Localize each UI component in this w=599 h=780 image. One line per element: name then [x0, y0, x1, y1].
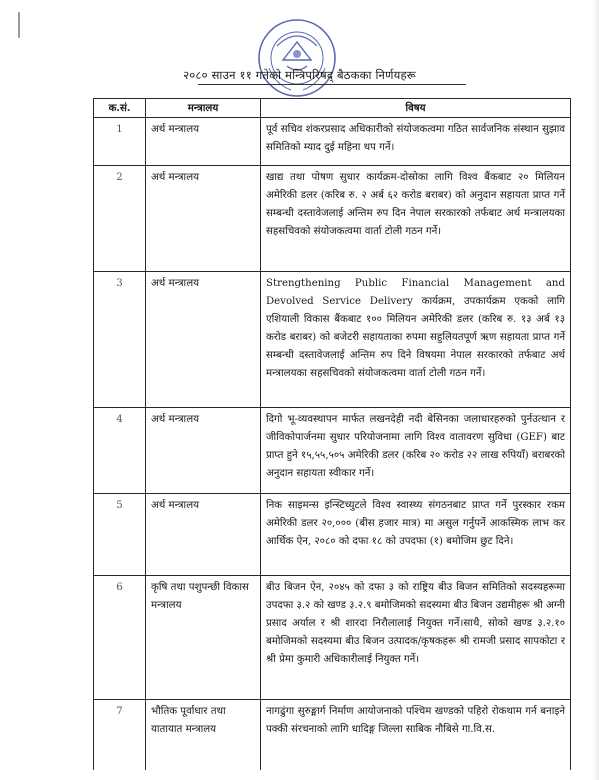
table-row [94, 408, 571, 494]
scan-edge-shadow [593, 0, 599, 780]
header-ministry: मन्त्रालय [146, 99, 261, 118]
row-ministry: अर्थ मन्त्रालय [146, 408, 261, 494]
title-underline [198, 84, 466, 85]
row-subject: निक साइमन्स इन्स्टिच्युटले विश्व स्वास्थ्य संगठनबाट प्राप्त गर्ने पुरस्कार रकम अमेरिकी डलर २०,००० (बीस हजार मात्र) मा असुल गर्नुपर्ने आकस्मिक लाभ कर आर्थिक ऐन, २०८० को दफा १८ को उपदफा (१) बमोजिम छुट दिने। [261, 494, 571, 576]
decisions-table [93, 98, 571, 770]
row-subject: पूर्व सचिव शंकरप्रसाद अधिकारीको संयोजकत्वमा गठित सार्वजनिक संस्थान सुझाव समितिको म्याद दुई महिना थप गर्ने। [261, 118, 571, 166]
row-ministry: अर्थ मन्त्रालय [146, 272, 261, 408]
table-header-row [94, 99, 571, 118]
table-row [94, 494, 571, 576]
table-row [94, 166, 571, 272]
row-ministry: अर्थ मन्त्रालय [146, 494, 261, 576]
row-subject: खाद्य तथा पोषण सुधार कार्यक्रम-दोस्रोका लागि विश्व बैंकबाट २० मिलियन अमेरिकी डलर (करिब रु. २ अर्ब ६२ करोड बराबर) को अनुदान सहायता प्राप्त गर्ने सम्बन्धी दस्तावेजलाई अन्तिम रुप दिन नेपाल सरकारको तर्फबाट अर्थ मन्त्रालयका सहसचिवको संयोजकत्वमा वार्ता टोली गठन गर्ने। [261, 166, 571, 272]
margin-mark [18, 12, 20, 38]
table-row [94, 576, 571, 700]
document-title: २०८० साउन ११ गतेको मन्त्रिपरिषद् बैठकका निर्णयहरू [183, 68, 416, 82]
row-serial-number: 2 [94, 166, 146, 272]
row-subject: Strengthening Public Financial Management and Devolved Service Delivery कार्यक्रम, उपकार्यक्रम एकको लागि एशियाली विकास बैंकबाट १०० मिलियन अमेरिकी डलर (करिब रु. १३ अर्ब १३ करोड बराबर) को बजेटरी सहायताका रुपमा सहुलियतपूर्ण ऋण सहायता प्राप्त गर्ने सम्बन्धी दस्तावेजलाई अन्तिम रुप दिने विषयमा नेपाल सरकारको तर्फबाट अर्थ मन्त्रालयका सहसचिवको संयोजकत्वमा वार्ता टोली गठन गर्ने। [261, 272, 571, 408]
row-ministry: अर्थ मन्त्रालय [146, 118, 261, 166]
row-serial-number: 4 [94, 408, 146, 494]
row-serial-number: 3 [94, 272, 146, 408]
government-seal-icon [255, 16, 339, 100]
row-ministry: अर्थ मन्त्रालय [146, 166, 261, 272]
row-serial-number: 7 [94, 700, 146, 770]
header-subject: विषय [261, 99, 571, 118]
table-row [94, 272, 571, 408]
row-subject: दिगो भू-व्यवस्थापन मार्फत लखनदेही नदी बेसिनका जलाधारहरुको पुर्नउत्थान र जीविकोपार्जनमा सुधार परियोजनामा लागि विश्व वातावरण सुविधा (GEF) बाट प्राप्त हुने १५,५५,५०५ अमेरिकी डलर (करिब २० करोड २२ लाख रुपियाँ) बराबरको अनुदान सहायता स्वीकार गर्ने। [261, 408, 571, 494]
row-subject: बीउ बिजन ऐन, २०४५ को दफा ३ को राष्ट्रिय बीउ बिजन समितिको सदस्यहरूमा उपदफा ३.२ को खण्ड ३.२.९ बमोजिमको सदस्यमा बीउ बिजन उद्यमीहरू श्री अग्नी प्रसाद अर्याल र श्री शारदा निरौलालाई नियुक्त गर्ने।साथै, सोको खण्ड ३.२.१० बमोजिमको सदस्यमा बीउ बिजन उत्पादक/कृषकहरू श्री रामजी प्रसाद सापकोटा र श्री प्रेमा कुमारी अधिकारीलाई नियुक्त गर्ने। [261, 576, 571, 700]
row-ministry: भौतिक पूर्वाधार तथा यातायात मन्त्रालय [146, 700, 261, 770]
header-serial-number: क.सं. [94, 99, 146, 118]
row-serial-number: 6 [94, 576, 146, 700]
row-serial-number: 5 [94, 494, 146, 576]
table-row [94, 700, 571, 770]
row-subject: नागढुंगा सुरुङ्मार्ग निर्माण आयोजनाको पश्चिम खण्डको पहिरो रोकथाम गर्न बनाइने पक्की संरचनाको लागि धादिङ्ग जिल्ला साबिक नौबिसे गा.वि.स. [261, 700, 571, 770]
table-row [94, 118, 571, 166]
row-serial-number: 1 [94, 118, 146, 166]
row-ministry: कृषि तथा पशुपन्छी विकास मन्त्रालय [146, 576, 261, 700]
